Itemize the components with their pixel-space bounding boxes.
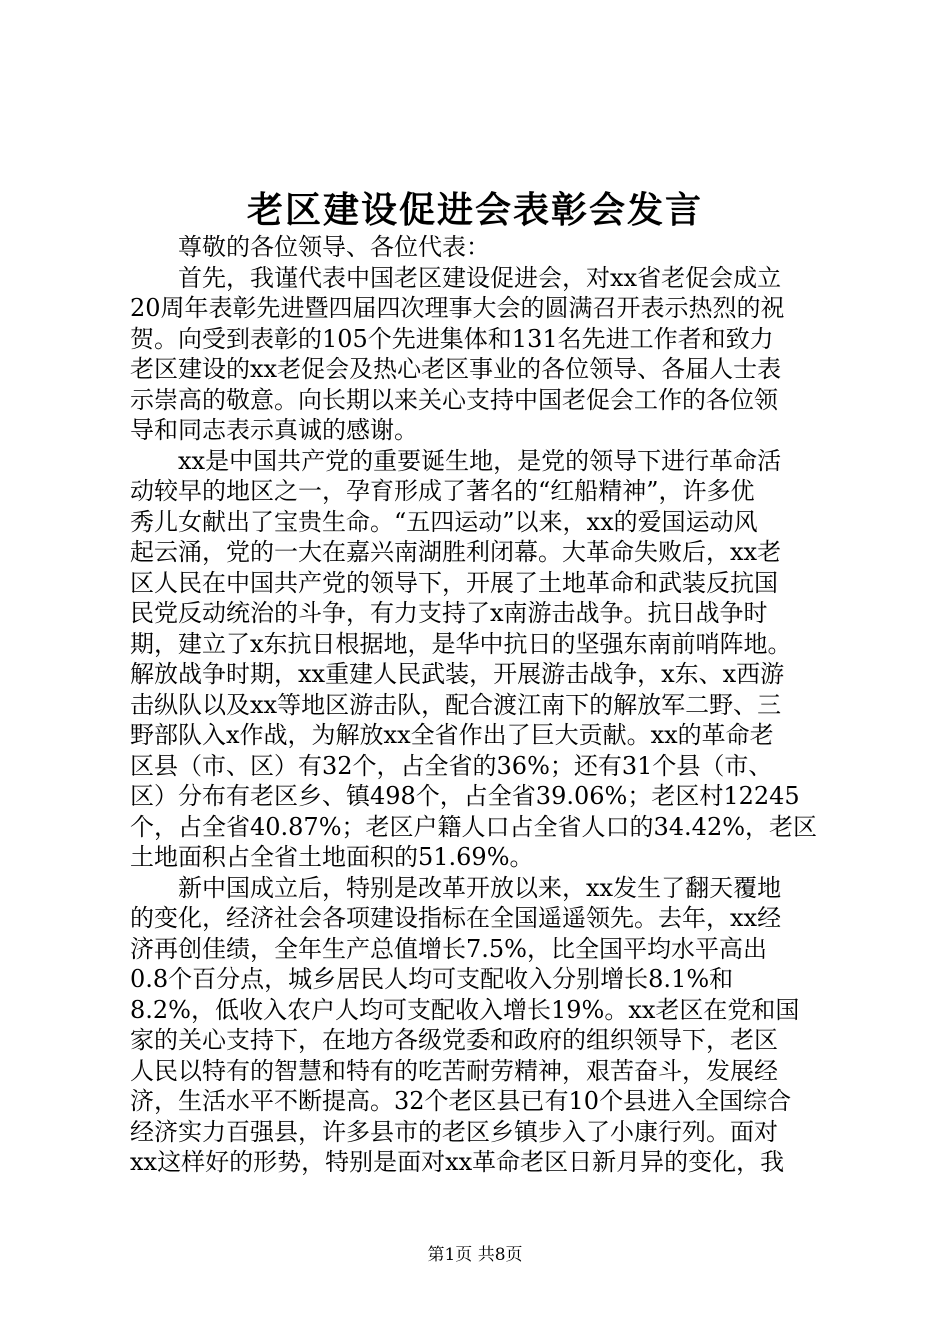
body-line: 新中国成立后，特别是改革开放以来，xx发生了翻天覆地: [178, 873, 782, 902]
body-line: 秀儿女献出了宝贵生命。“五四运动”以来，xx的爱国运动风: [130, 507, 758, 536]
body-line: xx这样好的形势，特别是面对xx革命老区日新月异的变化，我: [130, 1148, 785, 1176]
body-line: 期，建立了x东抗日根据地，是华中抗日的坚强东南前哨阵地。: [130, 629, 792, 658]
body-line: 济，生活水平不断提高。32个老区县已有10个县进入全国综合: [130, 1087, 792, 1115]
body-line: 8.2%，低收入农户人均可支配收入增长19%。xx老区在党和国: [130, 995, 800, 1024]
body-line: 经济实力百强县，许多县市的老区乡镇步入了小康行列。面对: [130, 1117, 778, 1146]
body-line: 击纵队以及xx等地区游击队，配合渡江南下的解放军二野、三: [130, 690, 782, 719]
body-line: 解放战争时期，xx重建人民武装，开展游击战争，x东、x西游: [130, 660, 785, 688]
body-line: 区）分布有老区乡、镇498个，占全省39.06%；老区村12245: [130, 782, 800, 810]
page-number: 第1页 共8页: [427, 1245, 523, 1265]
body-line: 导和同志表示真诚的感谢。: [130, 416, 418, 444]
body-line: xx是中国共产党的重要诞生地，是党的领导下进行革命活: [178, 446, 782, 475]
body-line: 0.8个百分点，城乡居民人均可支配收入分别增长8.1%和: [130, 965, 734, 993]
body-line: 野部队入x作战，为解放xx全省作出了巨大贡献。xx的革命老: [130, 721, 774, 749]
body-line: 尊敬的各位领导、各位代表：: [178, 233, 490, 261]
body-line: 区人民在中国共产党的领导下，开展了土地革命和武装反抗国: [130, 568, 778, 597]
body-line: 示崇高的敬意。向长期以来关心支持中国老促会工作的各位领: [130, 385, 778, 414]
document-body: [130, 232, 830, 1178]
body-line: 20周年表彰先进暨四届四次理事大会的圆满召开表示热烈的祝: [130, 294, 785, 322]
body-line: 老区建设的xx老促会及热心老区事业的各位领导、各届人士表: [130, 355, 782, 383]
body-line: 济再创佳绩，全年生产总值增长7.5%，比全国平均水平高出: [130, 934, 767, 963]
body-line: 人民以特有的智慧和特有的吃苦耐劳精神，艰苦奋斗，发展经: [130, 1056, 778, 1085]
body-line: 民党反动统治的斗争，有力支持了x南游击战争。抗日战争时: [130, 599, 768, 627]
body-line: 的变化，经济社会各项建设指标在全国遥遥领先。去年，xx经: [130, 904, 782, 932]
body-line: 区县（市、区）有32个，占全省的36%；还有31个县（市、: [130, 751, 773, 780]
body-line: 动较早的地区之一，孕育形成了著名的“红船精神”，许多优: [130, 477, 755, 505]
body-line: 个，占全省40.87%；老区户籍人口占全省人口的34.42%，老区: [130, 812, 818, 841]
body-line: 起云涌，党的一大在嘉兴南湖胜利闭幕。大革命失败后，xx老: [130, 538, 782, 566]
body-line: 家的关心支持下，在地方各级党委和政府的组织领导下，老区: [130, 1026, 778, 1054]
body-line: 首先，我谨代表中国老区建设促进会，对xx省老促会成立: [178, 263, 782, 292]
body-line: 土地面积占全省土地面积的51.69%。: [130, 843, 534, 871]
document-title: 老区建设促进会表彰会发言: [246, 189, 703, 231]
body-line: 贺。向受到表彰的105个先进集体和131名先进工作者和致力: [130, 324, 774, 353]
